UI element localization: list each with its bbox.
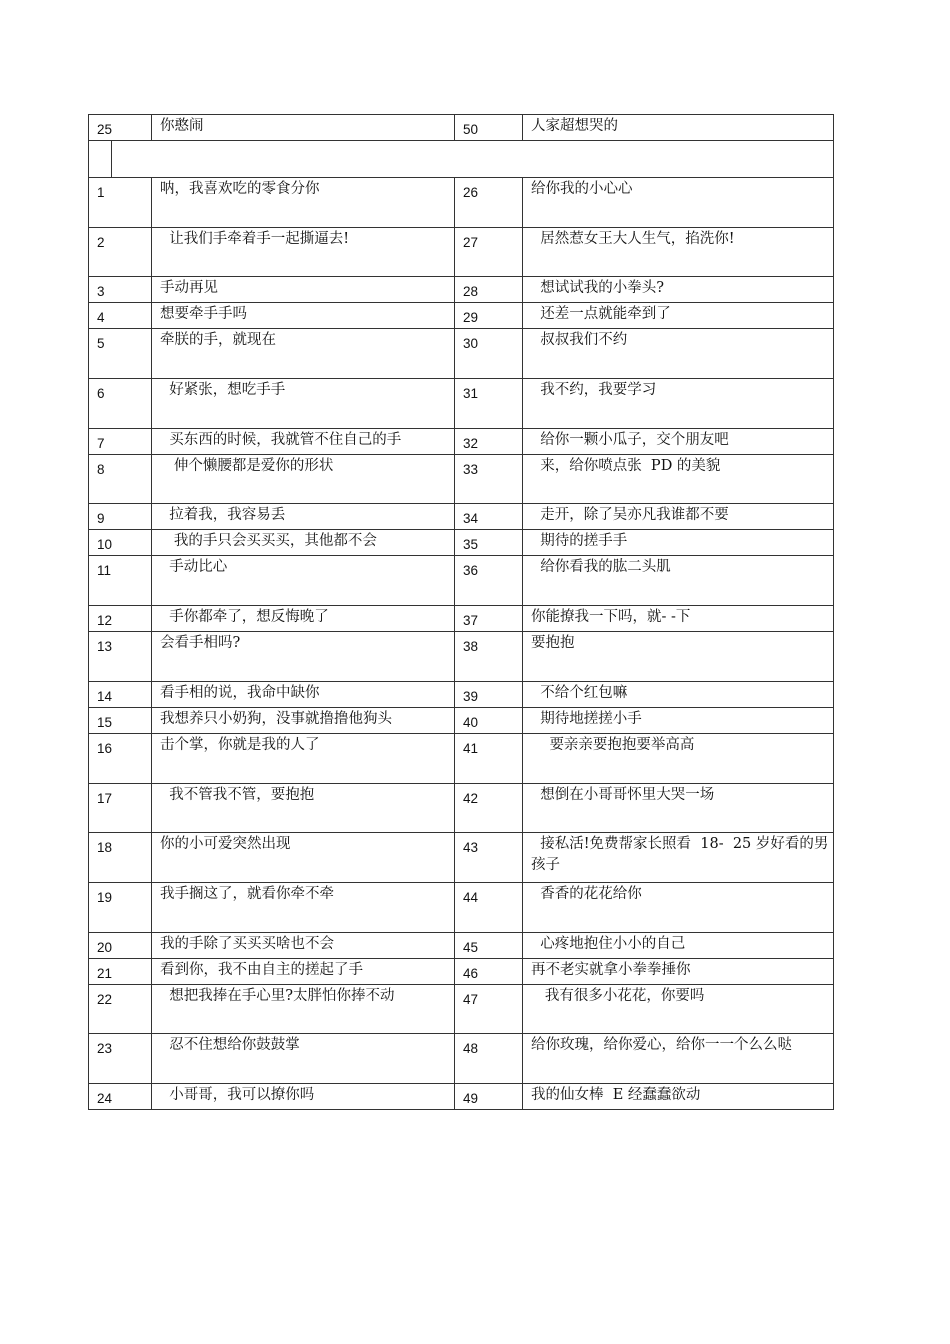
table-row — [89, 681, 834, 707]
row-number: 34 — [455, 504, 523, 530]
row-text: 期待地搓搓小手 — [523, 707, 834, 733]
row-number: 38 — [455, 632, 523, 682]
row-text: 我有很多小花花，你要吗 — [523, 984, 834, 1034]
row-number: 44 — [455, 882, 523, 932]
row-number: 22 — [89, 984, 152, 1034]
row-text: 我不管我不管，要抱抱 — [152, 783, 455, 833]
row-text: 我的手除了买买买啥也不会 — [152, 932, 455, 958]
row-text: 买东西的时候，我就管不住自己的手 — [152, 428, 455, 454]
row-text: 给你我的小心心 — [523, 178, 834, 228]
phrase-table — [88, 114, 834, 1110]
table-row — [89, 303, 834, 329]
table-row — [89, 1034, 834, 1084]
row-number: 24 — [89, 1083, 152, 1109]
row-text: 我手搁这了，就看你牵不牵 — [152, 882, 455, 932]
table-row — [89, 932, 834, 958]
row-number: 25 — [89, 115, 152, 141]
row-number: 18 — [89, 833, 152, 883]
row-text: 小哥哥，我可以撩你吗 — [152, 1083, 455, 1109]
row-text: 想倒在小哥哥怀里大哭一场 — [523, 783, 834, 833]
row-number: 35 — [455, 530, 523, 556]
row-number: 12 — [89, 606, 152, 632]
row-number: 29 — [455, 303, 523, 329]
table-row — [89, 530, 834, 556]
row-text: 呐，我喜欢吃的零食分你 — [152, 178, 455, 228]
row-number: 48 — [455, 1034, 523, 1084]
table-row — [89, 227, 834, 277]
row-text: 给你看我的肱二头肌 — [523, 556, 834, 606]
row-text: 给你一颗小瓜子，交个朋友吧 — [523, 428, 834, 454]
row-number: 43 — [455, 833, 523, 883]
row-number: 1 — [89, 178, 152, 228]
row-number: 4 — [89, 303, 152, 329]
row-number: 20 — [89, 932, 152, 958]
row-number: 31 — [455, 379, 523, 429]
row-text: 你能撩我一下吗，就- -下 — [523, 606, 834, 632]
row-text: 我的仙女棒 E 经蠢蠢欲动 — [523, 1083, 834, 1109]
row-number: 40 — [455, 707, 523, 733]
row-text: 要抱抱 — [523, 632, 834, 682]
row-number: 5 — [89, 329, 152, 379]
table-row — [89, 833, 834, 883]
row-text: 拉着我，我容易丢 — [152, 504, 455, 530]
row-text: 会看手相吗? — [152, 632, 455, 682]
row-number: 27 — [455, 227, 523, 277]
row-text: 心疼地抱住小小的自己 — [523, 932, 834, 958]
table-row — [89, 277, 834, 303]
row-text: 手动比心 — [152, 556, 455, 606]
row-number: 11 — [89, 556, 152, 606]
table-row — [89, 178, 834, 228]
row-text: 伸个懒腰都是爱你的形状 — [152, 454, 455, 504]
table-row — [89, 783, 834, 833]
row-text: 我不约，我要学习 — [523, 379, 834, 429]
row-number: 33 — [455, 454, 523, 504]
row-text: 牵朕的手，就现在 — [152, 329, 455, 379]
table-row — [89, 329, 834, 379]
row-number: 17 — [89, 783, 152, 833]
row-text: 好紧张，想吃手手 — [152, 379, 455, 429]
table-row — [89, 984, 834, 1034]
row-number: 13 — [89, 632, 152, 682]
table-row — [89, 379, 834, 429]
row-number: 2 — [89, 227, 152, 277]
table-row — [89, 733, 834, 783]
row-number: 16 — [89, 733, 152, 783]
row-text: 我想养只小奶狗，没事就撸撸他狗头 — [152, 707, 455, 733]
row-text: 我的手只会买买买，其他都不会 — [152, 530, 455, 556]
row-number: 19 — [89, 882, 152, 932]
row-text: 要亲亲要抱抱要举高高 — [523, 733, 834, 783]
table-row — [89, 556, 834, 606]
table-row — [89, 632, 834, 682]
row-number: 8 — [89, 454, 152, 504]
row-text: 让我们手牵着手一起撕逼去! — [152, 227, 455, 277]
table-row — [89, 1083, 834, 1109]
row-text: 给你玫瑰，给你爱心，给你一一个么么哒 — [523, 1034, 834, 1084]
row-number: 30 — [455, 329, 523, 379]
row-text: 香香的花花给你 — [523, 882, 834, 932]
row-number: 37 — [455, 606, 523, 632]
row-text: 还差一点就能牵到了 — [523, 303, 834, 329]
table-row — [89, 707, 834, 733]
table-row — [89, 115, 834, 141]
row-number: 26 — [455, 178, 523, 228]
row-text: 想把我捧在手心里?太胖怕你捧不动 — [152, 984, 455, 1034]
row-text: 走开，除了吴亦凡我谁都不要 — [523, 504, 834, 530]
row-text: 手动再见 — [152, 277, 455, 303]
row-text: 期待的搓手手 — [523, 530, 834, 556]
row-number: 15 — [89, 707, 152, 733]
row-number: 46 — [455, 958, 523, 984]
row-number: 6 — [89, 379, 152, 429]
row-text: 想要牵手手吗 — [152, 303, 455, 329]
row-text: 忍不住想给你鼓鼓掌 — [152, 1034, 455, 1084]
row-number: 28 — [455, 277, 523, 303]
row-number: 32 — [455, 428, 523, 454]
row-text: 叔叔我们不约 — [523, 329, 834, 379]
row-number: 42 — [455, 783, 523, 833]
table-row — [89, 504, 834, 530]
blank-cell — [89, 141, 834, 178]
table-row — [89, 882, 834, 932]
table-row — [89, 428, 834, 454]
row-text: 手你都牵了，想反悔晚了 — [152, 606, 455, 632]
row-text: 你憨闹 — [152, 115, 455, 141]
row-text: 来，给你喷点张 PD 的美貌 — [523, 454, 834, 504]
row-number: 50 — [455, 115, 523, 141]
table-row — [89, 958, 834, 984]
row-text: 想试试我的小拳头? — [523, 277, 834, 303]
row-number: 36 — [455, 556, 523, 606]
row-text: 你的小可爱突然出现 — [152, 833, 455, 883]
row-text: 看到你，我不由自主的搓起了手 — [152, 958, 455, 984]
table-row — [89, 606, 834, 632]
row-text: 接私活!免费帮家长照看 18- 25 岁好看的男孩子 — [523, 833, 834, 883]
row-number: 14 — [89, 681, 152, 707]
row-number: 39 — [455, 681, 523, 707]
row-text: 击个掌，你就是我的人了 — [152, 733, 455, 783]
row-text: 人家超想哭的 — [523, 115, 834, 141]
row-number: 9 — [89, 504, 152, 530]
blank-separator-row — [89, 141, 834, 178]
row-number: 21 — [89, 958, 152, 984]
row-text: 不给个红包嘛 — [523, 681, 834, 707]
row-number: 49 — [455, 1083, 523, 1109]
row-text: 再不老实就拿小拳拳捶你 — [523, 958, 834, 984]
row-number: 47 — [455, 984, 523, 1034]
separator-line — [111, 141, 112, 177]
row-number: 23 — [89, 1034, 152, 1084]
row-number: 45 — [455, 932, 523, 958]
row-text: 看手相的说，我命中缺你 — [152, 681, 455, 707]
row-text: 居然惹女王大人生气，掐洗你! — [523, 227, 834, 277]
row-number: 3 — [89, 277, 152, 303]
row-number: 7 — [89, 428, 152, 454]
row-number: 41 — [455, 733, 523, 783]
table-row — [89, 454, 834, 504]
row-number: 10 — [89, 530, 152, 556]
